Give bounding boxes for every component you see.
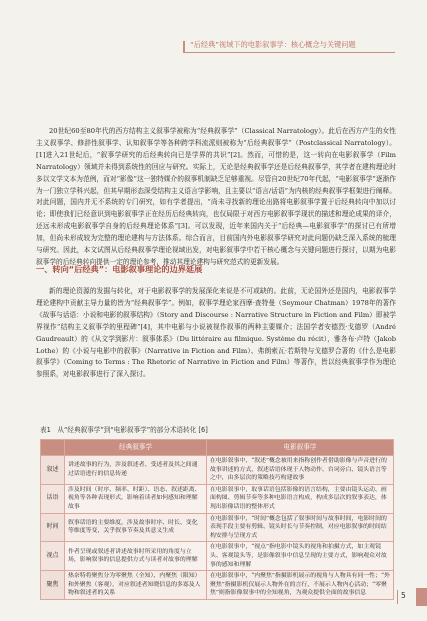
table-row-category: 时间 — [41, 513, 65, 542]
table-header-classic: 经典叙事学 — [65, 440, 207, 456]
table-header-film: 电影叙事学 — [207, 440, 394, 456]
table-row-category: 视点 — [41, 542, 65, 571]
table-cell-classic: 讲述故事的行为，涉及叙述者、受述者及其之间通过话语进行的信息传递 — [65, 456, 207, 485]
table-cell-film: 在电影叙事中，“时间”概念包括了叙事时间与故事时间，电影时间的表现手段主要有剪辑、镜头时长与节奏控制，对应电影叙事的时间结构安排与呈现方式 — [207, 513, 394, 542]
table-row — [41, 513, 394, 542]
table-row-category: 叙述 — [41, 456, 65, 485]
table-row-category: 聚焦 — [41, 571, 65, 600]
table-cell-classic: 热奈特将聚焦分为零聚焦（全知）、内聚焦（限知）和外聚焦（客观），对应叙述者知晓信息的多寡及人物和叙述者的关系 — [65, 571, 207, 600]
page-number: 5 — [401, 591, 406, 600]
table-row — [41, 542, 394, 571]
table-cell-classic: 涉及时间（时序、频率、时距）、语态、叙述距离、视角等各种表现形式，影响着读者如何感知和理解故事 — [65, 484, 207, 513]
page-corner-tab — [416, 588, 427, 606]
table-row — [41, 456, 394, 485]
footer-divider — [397, 590, 398, 604]
table-cell-film: 在电影叙事中，“叙述”概念被用来指称创作者借助影像与声音进行的故事讲述的方式，叙述话语体现于人物动作、台词旁白、镜头语言等之中，由多层次的策略技巧构建故事 — [207, 456, 394, 485]
table-row-category: 话语 — [41, 484, 65, 513]
table-row — [41, 571, 394, 600]
table-cell-classic: 作者呈现或叙述者讲述故事时所采用的角度与立场，影响叙事的信息提供方式与读者对故事的理解 — [65, 542, 207, 571]
table-header-row — [41, 440, 394, 456]
table-header-empty — [41, 440, 65, 456]
header-accent-bar — [183, 41, 185, 52]
section-heading: 一、转向“后经典”：电影叙事理论的边界延展 — [36, 264, 203, 274]
table-caption: 表1 从“经典叙事学”到“电影叙事学”的部分术语转化 [6] — [40, 426, 208, 434]
intro-paragraph: 20世纪60至80年代的西方结构主义叙事学被称为“经典叙事学”（Classical Narratology）。此后在西方产生的女性主义叙事学、修辞性叙事学、认知叙事学等各种跨学科流派则被称为“后经典叙事学”（Postclassical Narratology）。[1]进入21世纪后，“叙事学研究的后经典转向已是学界的共识”[2]。然而，可惜的是，这一转向在电影叙事学（Film Narratology）领域并未得到系统性的回应与研究。实际上，无论是经典叙事学还是后经典叙事学，其学者在建构理论时多以文学文本为范例，而对“影像”这一独特媒介的叙事机制缺乏足够重视。尽管自20世纪70年代起，“电影叙事学”逐渐作为一门独立学科兴起，但其早期形态深受结构主义语言学影响，且主要以“语言/话语”为内核的经典叙事学框架进行阐释。对此问题，国内并无不系统的专门研究，如有学者提出，“尚未寻找新的理论出路将电影叙事学置于后经典转向中加以讨论；即使我们已经意识到电影叙事学正在经历后经典转向，也仅局限于对西方电影叙事学现状的描述和理论成果的译介，还远未形成电影叙事学自身的后经典理论体系”[3]。可以发现，近年来国内关于“后经典—电影叙事学”的探讨已有所增加，但尚未形成较为完整的理论建构与方法体系。综合而言，目前国内外电影叙事学研究对此问题仍缺乏深入系统的梳理与研究。因此，本文试图从后经典叙事学理论视域出发，对电影叙事学中若干核心概念与关键问题进行探讨，以期为电影叙事学的后经典转向提供一定的理论参考，推动其理论建构与研究范式的更新发展。 — [36, 127, 396, 266]
header-rule — [183, 52, 395, 53]
section-paragraph: 新的理论资源的发掘与转化，对于电影叙事学的发展深化来说是不可或缺的。此前，无论国外还是国内，电影叙事学理论建构中贡献主导力量的皆为“经典叙事学”。例如，叙事学理论家西摩·查特曼（Seymour Chatman）1978年的著作《故事与话语：小说和电影的叙事结构》（Story and Discourse : Narrative Structure in Fiction and Film）即被学界视作“结构主义叙事学的里程碑”[4]，其中电影与小说被视作叙事的两种主要媒介；法国学者安德烈·戈德罗（André Gaudreault）的《从文学到影片：叙事体系》（Du littéraire au filmique. Système du récit），雅各布·卢特（Jakob Lothe）的《小说与电影中的叙事》（Narrative in Fiction and Film）、弗朗索瓦·若斯特与戈德罗合著的《什么是电影叙事学》（Coming to Terms : The Rhetoric of Narrative in Fiction and Film）等著作，皆以经典叙事学作为理论参照系，对电影叙事进行了深入探讨。 — [36, 287, 396, 379]
table-cell-film: 在电影叙事中，“视点”指电影中镜头的视角和拍摄方式，如主观镜头、客观镜头等，是影像叙事中信息呈现的主要方式，影响观众对故事的感知和理解 — [207, 542, 394, 571]
table-row — [41, 484, 394, 513]
table-cell-film: 在电影叙事中，取事话语包括影像的语言结构，主要由镜头运动、画面构图、剪辑节奏等多种电影语言构成，构成多层次的叙事表达，体现出影像话语的整体形式 — [207, 484, 394, 513]
table-cell-classic: 叙事话语的主要维度，涉及故事时序、时长、变化等维度等变，关乎叙事节奏及其意义生成 — [65, 513, 207, 542]
running-head: “后经典”视域下的电影叙事学：核心概念与关键问题 — [190, 40, 356, 49]
comparison-table — [40, 439, 394, 600]
table-cell-film: 在电影叙事中，“内聚焦”指摄影机展示的视角与人物具有同一性；“外聚焦”指摄影机仅展示人物外在的言行，不展示人物内心活动；“零聚焦”则指影像叙事中的全知视角，为观众提供全面的故事信息 — [207, 571, 394, 600]
